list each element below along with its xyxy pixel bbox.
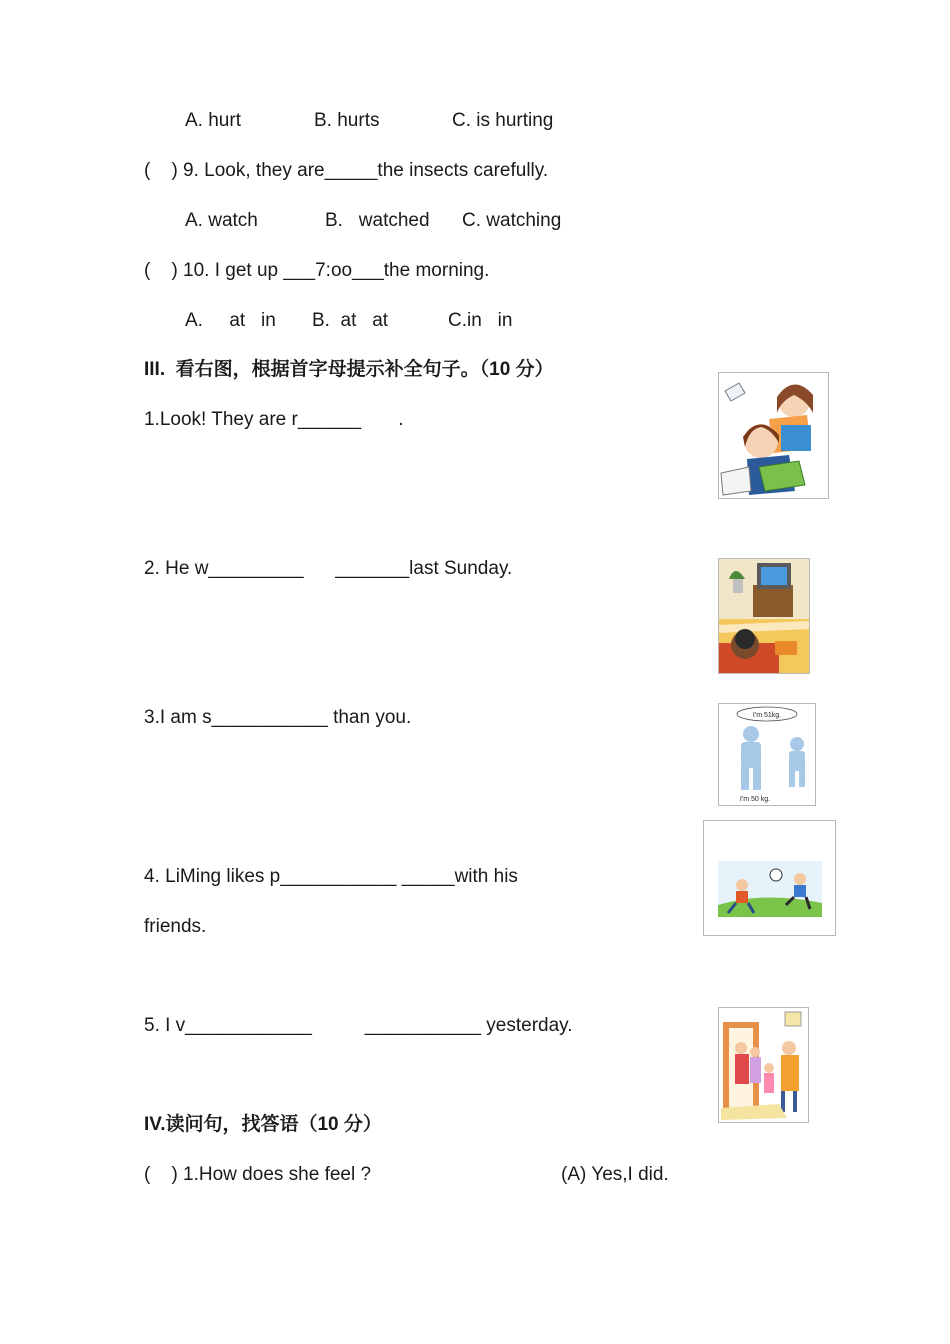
q9-option-a: A. watch (185, 210, 258, 231)
s3-item-1: 1.Look! They are r______ . (144, 409, 404, 430)
q10-option-a: A. at in (185, 310, 276, 331)
s3-item-4-cont: friends. (144, 916, 207, 937)
q9-option-c: C. watching (462, 210, 562, 231)
q9-stem: ( ) 9. Look, they are_____the insects carefully. (144, 160, 549, 181)
s3-item-5: 5. I v____________ ___________ yesterday. (144, 1015, 573, 1036)
q8-option-a: A. hurt (185, 110, 241, 131)
pic3-top-label: I'm 51kg. (752, 712, 782, 719)
visiting-family-image (718, 1007, 809, 1123)
section3-heading: III. 看右图，根据首字母提示补全句子。（10 分） (144, 359, 554, 380)
s4-answer-a: (A) Yes,I did. (561, 1164, 669, 1185)
playing-football-image (703, 820, 836, 936)
reading-children-image (718, 372, 829, 499)
s3-item-4: 4. LiMing likes p___________ _____with his (144, 866, 518, 887)
q9-option-b: B. watched (325, 210, 430, 231)
pic3-bottom-label: I'm 50 kg. (739, 796, 771, 803)
s3-item-2: 2. He w_________ _______last Sunday. (144, 558, 513, 579)
section4-heading: IV.读问句，找答语（10 分） (144, 1114, 382, 1135)
s3-item-3: 3.I am s___________ than you. (144, 707, 412, 728)
s4-question-1: ( ) 1.How does she feel ? (144, 1164, 372, 1185)
q8-option-c: C. is hurting (452, 110, 554, 131)
q8-option-b: B. hurts (314, 110, 380, 131)
q10-stem: ( ) 10. I get up ___7:oo___the morning. (144, 260, 490, 281)
weight-comparison-image (718, 703, 816, 806)
q10-option-c: C.in in (448, 310, 513, 331)
q10-option-b: B. at at (312, 310, 389, 331)
watching-tv-image (718, 558, 810, 674)
